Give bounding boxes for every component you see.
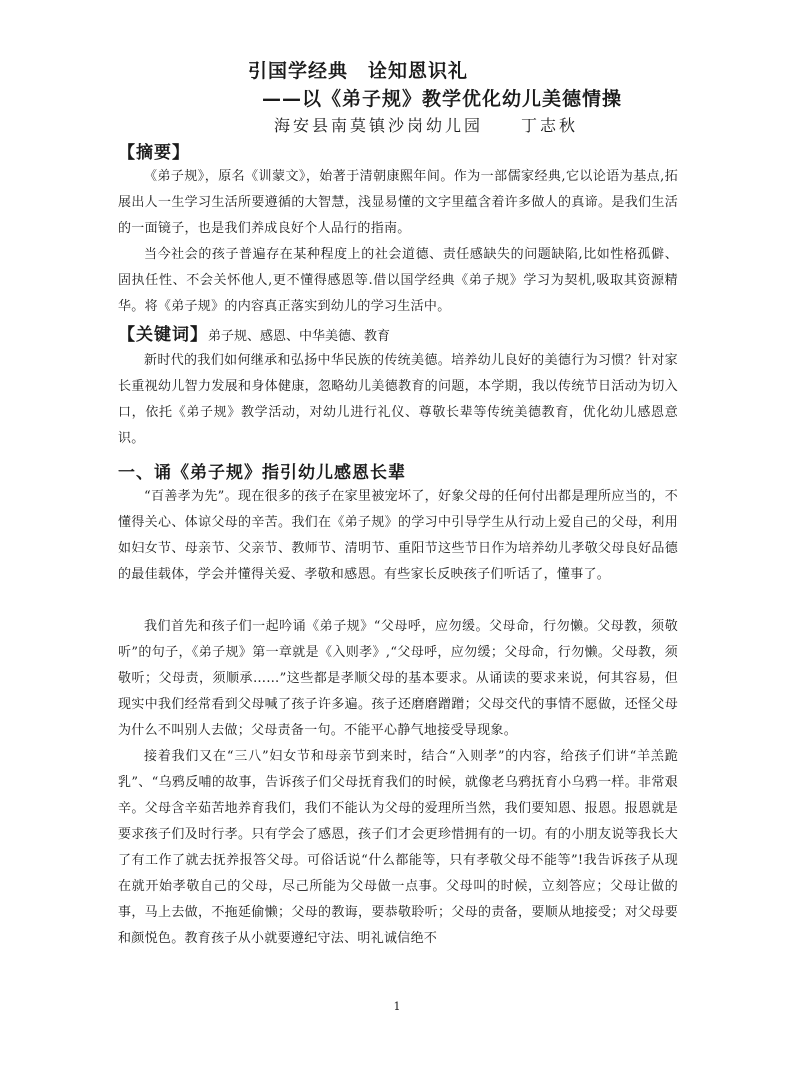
- document-title: 引国学经典 诠知恩识礼: [248, 60, 469, 82]
- document-subtitle: ——以《弟子规》教学优化幼儿美德情操: [262, 88, 623, 110]
- section1-paragraph: 我们首先和孩子们一起吟诵《弟子规》“父母呼，应勿缓。父母命，行勿懒。父母教，须敬听”的句子，《弟子规》第一章就是《入则孝》,“父母呼，应勿缓；父母命，行勿懒。父母教，须敬听；父母责，须顺承……”这些都是孝顺父母的基本要求。从诵读的要求来说，何其容易，但现实中我们经常看到父母喊了孩子许多遍。孩子还磨磨蹭蹭；父母交代的事情不愿做，还怪父母为什么不叫别人去做；父母责备一句。不能平心静气地接受导现象。: [118, 619, 678, 738]
- keywords-label: 【关键词】: [118, 325, 208, 345]
- author-line: 海安县南莫镇沙岗幼儿园 丁志秋: [274, 116, 579, 135]
- section1-heading: 一、诵《弟子规》指引幼儿感恩长辈: [118, 463, 406, 483]
- abstract-paragraph: 《弟子规》，原名《训蒙文》，始著于清朝康熙年间。作为一部儒家经典,它以论语为基点,拓展出人一生学习生活所要遵循的大智慧，浅显易懂的文字里蕴含着许多做人的真谛。是我们生活的一面镜子，也是我们养成良好个人品行的指南。: [118, 169, 678, 236]
- abstract-heading: 【摘要】: [118, 143, 190, 163]
- intro-paragraph: 新时代的我们如何继承和弘扬中华民族的传统美德。培养幼儿良好的美德行为习惯？针对家长重视幼儿智力发展和身体健康，忽略幼儿美德教育的问题，本学期，我以传统节日活动为切入口，依托《弟子规》教学活动，对幼儿进行礼仪、尊敬长辈等传统美德教育，优化幼儿感恩意识。: [118, 353, 678, 446]
- keywords-text: 弟子规、感恩、中华美德、教育: [208, 329, 391, 344]
- abstract-paragraph: 当今社会的孩子普遍存在某种程度上的社会道德、责任感缺失的问题缺陷,比如性格孤僻、固执任性、不会关怀他人,更不懂得感恩等.借以国学经典《弟子规》学习为契机,吸取其资源精华。将《弟子规》的内容真正落实到幼儿的学习生活中。: [118, 247, 678, 314]
- section1-paragraph: “百善孝为先”。现在很多的孩子在家里被宠坏了，好象父母的任何付出都是理所应当的，不懂得关心、体谅父母的辛苦。我们在《弟子规》的学习中引导学生从行动上爱自己的父母，利用如妇女节、母亲节、父亲节、教师节、清明节、重阳节这些节日作为培养幼儿孝敬父母良好品德的最佳载体，学会并懂得关爱、孝敬和感恩。有些家长反映孩子们听话了，懂事了。: [118, 489, 678, 582]
- section1-paragraph: 接着我们又在“三八”妇女节和母亲节到来时，结合“入则孝”的内容，给孩子们讲“羊羔跪乳”、“乌鸦反哺的故事，告诉孩子们父母抚育我们的时候，就像老乌鸦抚育小乌鸦一样。非常艰辛。父母含辛茹苦地养育我们，我们不能认为父母的爱理所当然，我们要知恩、报恩。报恩就是要求孩子们及时行孝。只有学会了感恩，孩子们才会更珍惜拥有的一切。有的小朋友说等我长大了有工作了就去抚养报答父母。可俗话说“什么都能等，只有孝敬父母不能等”!我告诉孩子从现在就开始孝敬自己的父母，尽己所能为父母做一点事。父母叫的时候，立刻答应；父母让做的事，马上去做，不拖延偷懒；父母的教诲，要恭敬聆听；父母的责备，要顺从地接受；对父母要和颜悦色。教育孩子从小就要遵纪守法、明礼诚信绝不: [118, 749, 678, 946]
- keywords-line: [118, 322, 678, 350]
- page-number: 1: [393, 1000, 401, 1013]
